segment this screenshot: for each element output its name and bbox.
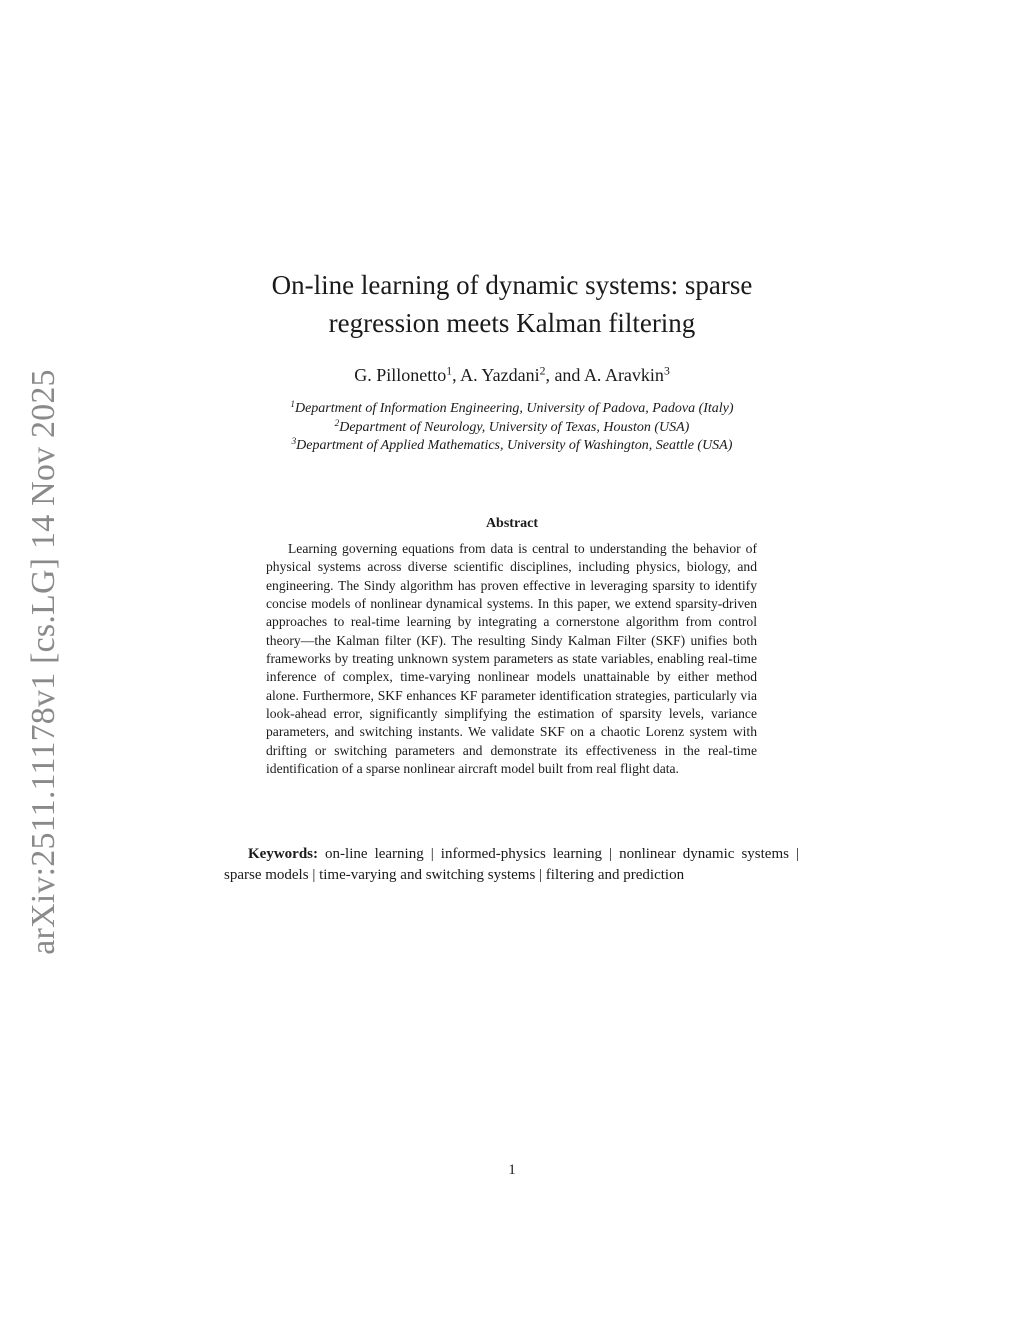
author-affiliation-mark: 3 [663, 364, 670, 378]
affiliation-text: Department of Neurology, University of Texas, Houston (USA) [339, 419, 690, 435]
page-number: 1 [508, 1162, 516, 1178]
author-separator: , and [545, 365, 584, 385]
keywords-paragraph [224, 844, 799, 885]
affiliation-text: Department of Applied Mathematics, University of Washington, Seattle (USA) [296, 438, 733, 453]
paper-title-line: regression meets Kalman filtering [328, 308, 696, 338]
abstract-body: Learning governing equations from data is central to understanding the behavior of physical systems across diverse scientific disciplines, including physics, biology, and engineering. The Sindy algorithm has proven effective in leveraging sparsity to identify concise models of nonlinear dynamical systems. In this paper, we extend sparsity-driven approaches to real-time learning by integrating a cornerstone algorithm from control theory—the Kalman filter (KF). The resulting Sindy Kalman Filter (SKF) unifies both frameworks by treating unknown system parameters as state variables, enabling real-time inference of complex, time-varying nonlinear models unattainable by either method alone. Furthermore, SKF enhances KF parameter identification strategies, particularly via look-ahead error, significantly simplifying the estimation of sparsity levels, variance parameters, and switching instants. We validate SKF on a chaotic Lorenz system with drifting or switching parameters and demonstrate its effectiveness in the real-time identification of a sparse nonlinear aircraft model built from real flight data. [266, 541, 757, 777]
affiliation-list [0, 400, 1024, 456]
affiliation-mark: 2 [334, 417, 340, 428]
paper-title [0, 266, 1024, 342]
author-affiliation-mark: 1 [446, 364, 453, 378]
keywords-text: on-line learning | informed-physics learning | nonlinear dynamic systems | sparse models | time-varying and switching systems | filtering and prediction [224, 846, 799, 883]
author-name: A. Aravkin [583, 365, 664, 385]
author-separator: , [452, 365, 461, 385]
affiliation-mark: 3 [291, 436, 297, 446]
arxiv-identifier-stamp: arXiv:2511.11178v1 [cs.LG] 14 Nov 2025 [25, 369, 62, 955]
author-name: A. Yazdani [460, 365, 540, 385]
affiliation [0, 437, 1024, 456]
author-affiliation-mark: 2 [539, 364, 546, 378]
author-name: G. Pillonetto [354, 365, 447, 385]
affiliation-text: Department of Information Engineering, University of Padova, Padova (Italy) [294, 401, 734, 416]
paper-title-line: On-line learning of dynamic systems: sparse [271, 270, 753, 300]
keywords-label: Keywords: [248, 846, 318, 862]
affiliation [0, 400, 1024, 419]
abstract-heading: Abstract [485, 516, 539, 531]
author-list [0, 363, 1024, 387]
affiliation [0, 419, 1024, 438]
affiliation-mark: 1 [290, 399, 295, 409]
